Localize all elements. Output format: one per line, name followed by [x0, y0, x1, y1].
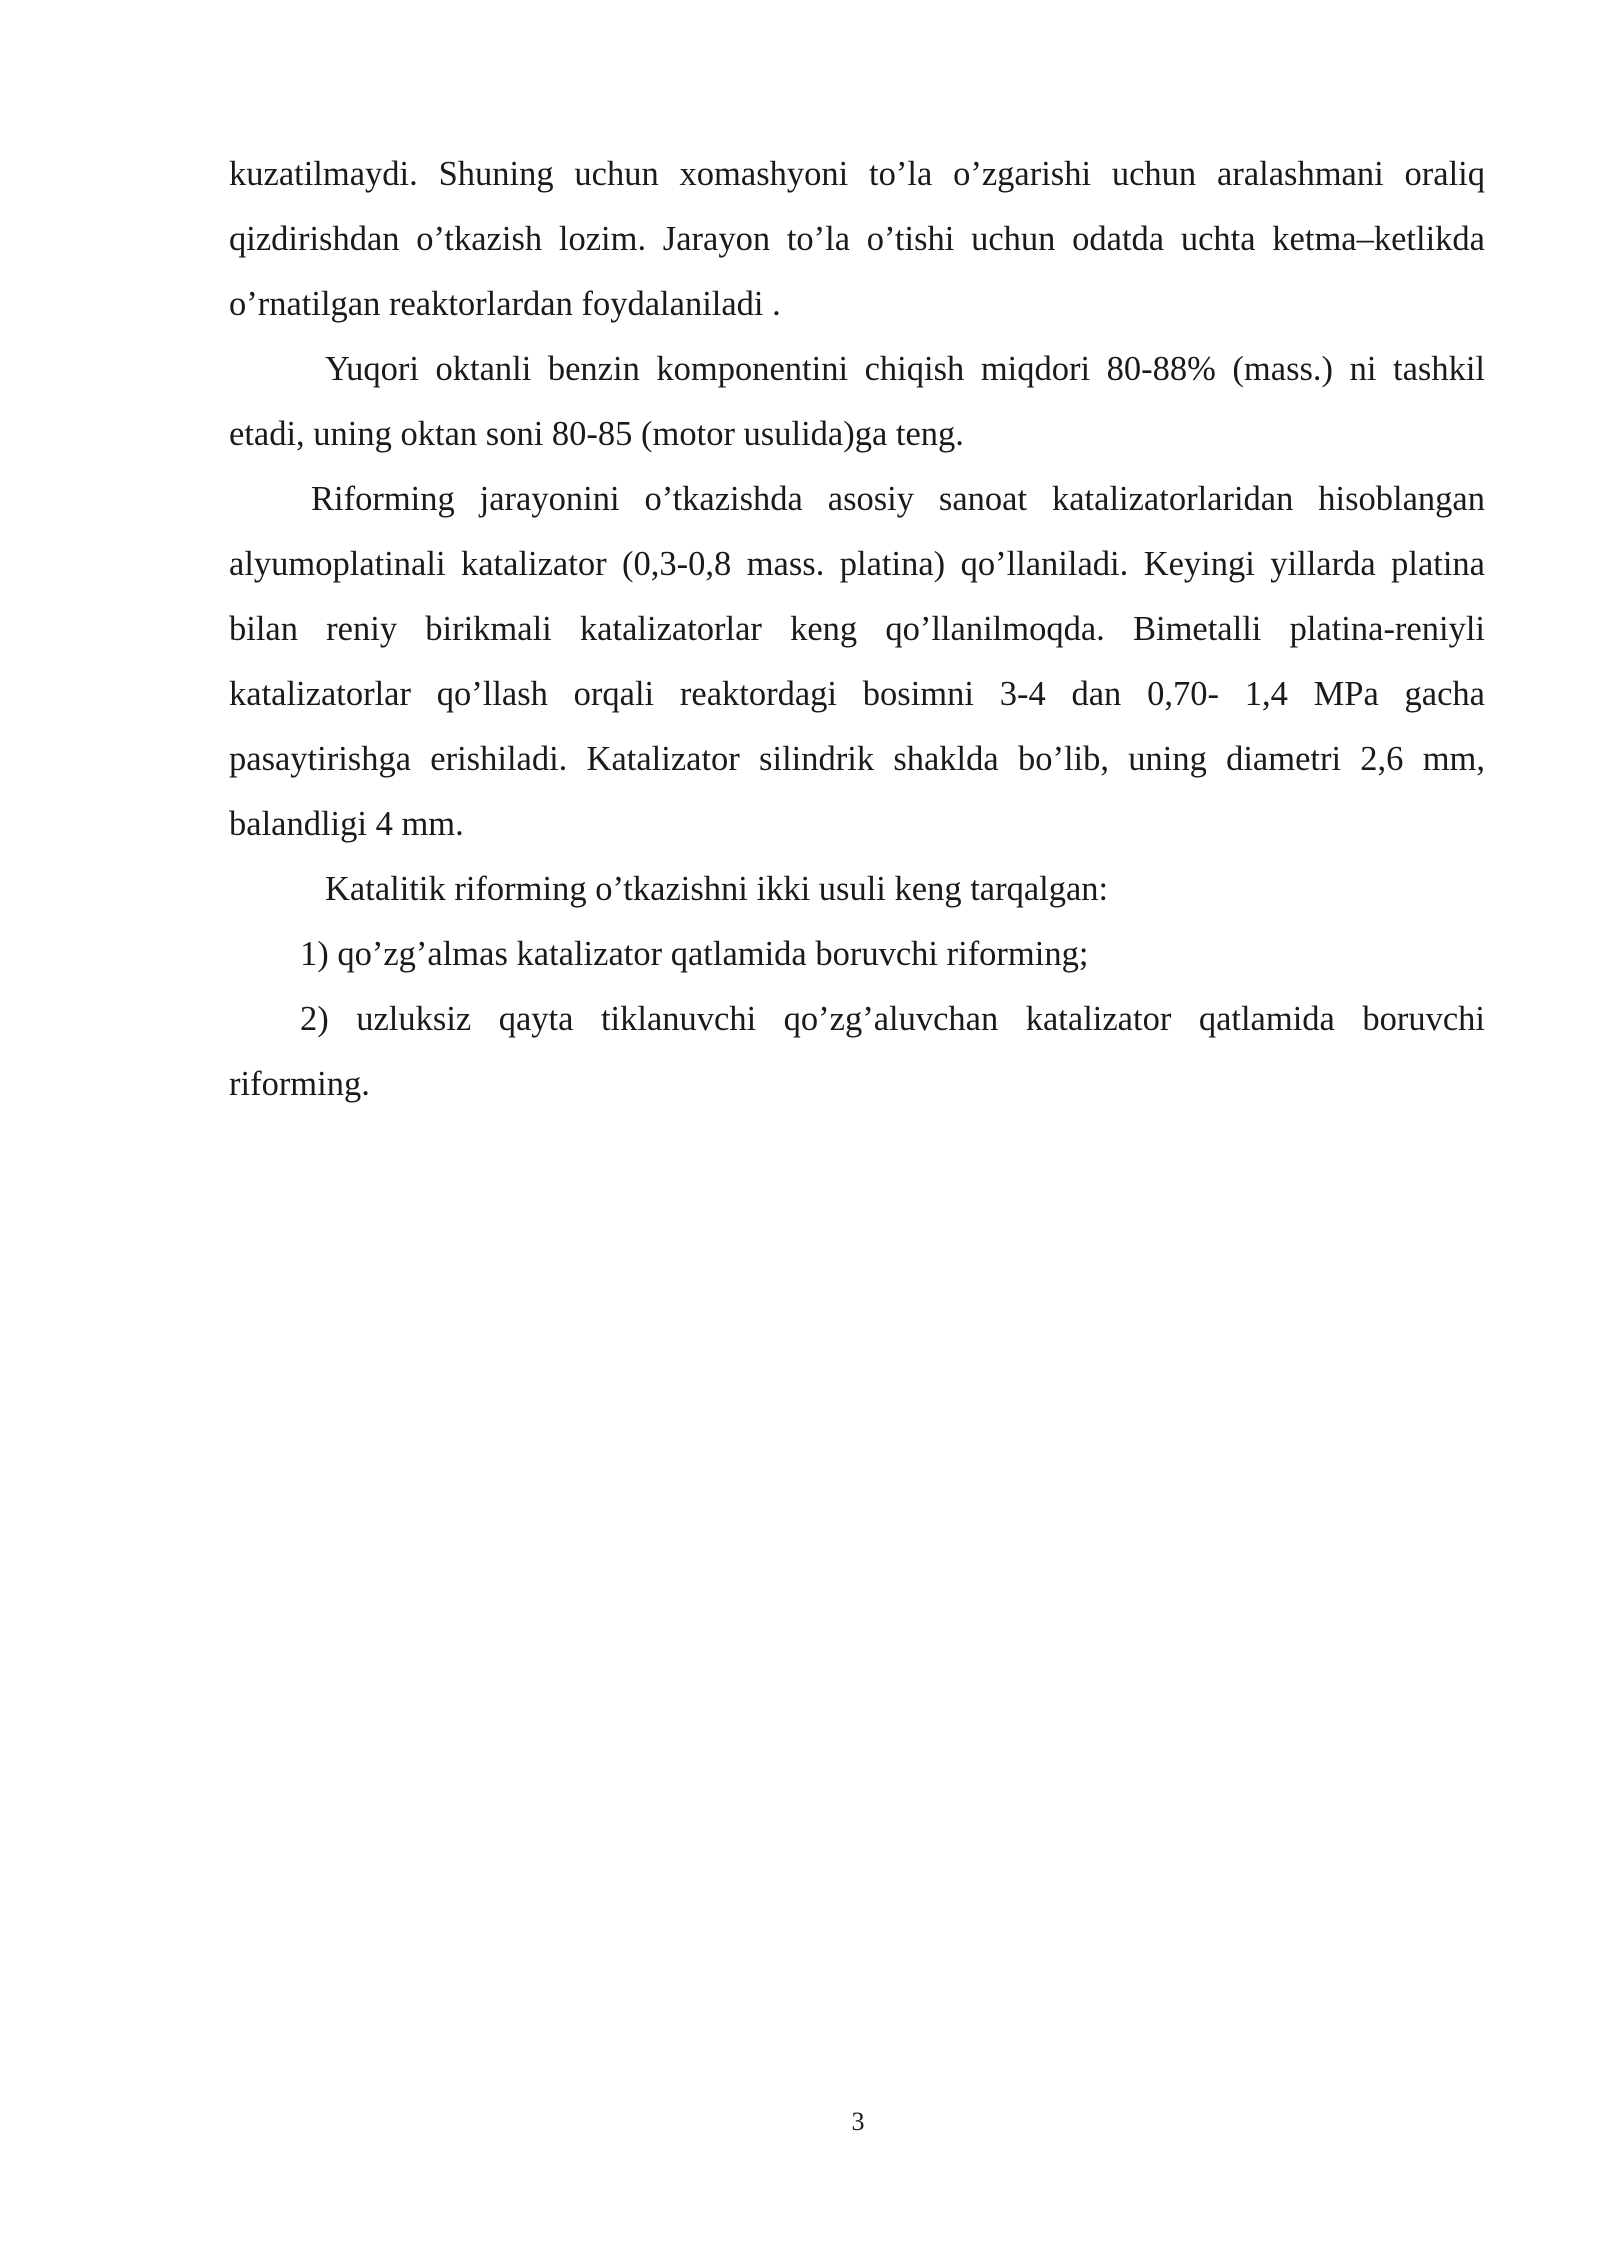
paragraph-methods-intro: Katalitik riforming o’tkazishni ikki usuli keng tarqalgan:: [325, 870, 1109, 908]
document-page: [229, 142, 1485, 1117]
list-item: 1) qo’zg’almas katalizator qatlamida boruvchi riforming;: [300, 935, 1089, 973]
paragraph-octane-yield: Yuqori oktanli benzin komponentini chiqish miqdori 80-88% (mass.) ni tashkil etadi, uning oktan soni 80-85 (motor usulida)ga teng.: [229, 350, 1485, 453]
paragraph-catalysts: Riforming jarayonini o’tkazishda asosiy sanoat katalizatorlaridan hisoblangan alyumoplatinali katalizator (0,3-0,8 mass. platina) qo’llaniladi. Keyingi yillarda platina bilan reniy birikmali katalizatorlar keng qo’llanilmoqda. Bimetalli platina-reniyli katalizatorlar qo’llash orqali reaktordagi bosimni 3-4 dan 0,70- 1,4 MPa gacha pasaytirishga erishiladi. Katalizator silindrik shaklda bo’lib, uning diametri 2,6 mm, balandligi 4 mm.: [229, 480, 1485, 843]
paragraph-continuation: kuzatilmaydi. Shuning uchun xomashyoni to’la o’zgarishi uchun aralashmani oraliq qizdirishdan o’tkazish lozim. Jarayon to’la o’tishi uchun odatda uchta ketma–ketlikda o’rnatilgan reaktorlardan foydalaniladi .: [229, 155, 1485, 323]
page-number: 3: [851, 2107, 865, 2136]
list-item: 2) uzluksiz qayta tiklanuvchi qo’zg’aluvchan katalizator qatlamida boruvchi riforming.: [229, 1000, 1485, 1103]
